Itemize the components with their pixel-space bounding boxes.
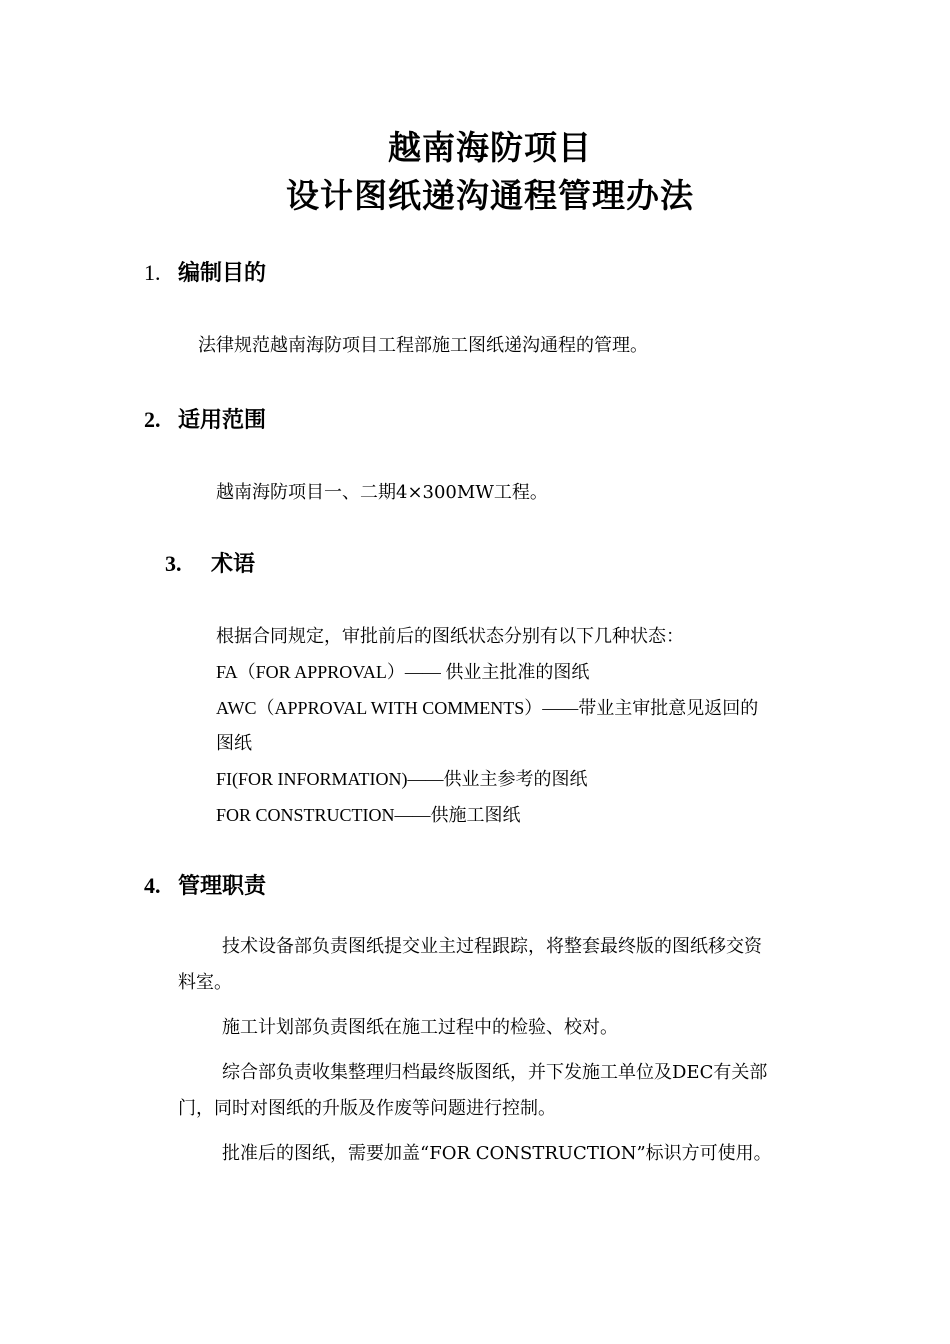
- section-4-paragraph-1: 技术设备部负责图纸提交业主过程跟踪，将整套最终版的图纸移交资: [222, 936, 762, 957]
- document-title: [0, 124, 950, 220]
- section-3-term-for-construction: FOR CONSTRUCTION——供施工图纸: [216, 805, 521, 825]
- section-3-paragraph-1: 根据合同规定，审批前后的图纸状态分别有以下几种状态：: [216, 626, 684, 647]
- title-line-2: 设计图纸递沟通程管理办法: [286, 176, 694, 215]
- section-4-paragraph-4: 批准后的图纸，需要加盖“FOR CONSTRUCTION”标识方可使用。: [222, 1143, 772, 1164]
- section-3-title: 术语: [211, 552, 256, 577]
- section-4-number: 4.: [144, 873, 161, 898]
- section-2-heading: [144, 403, 266, 434]
- title-line-1: 越南海防项目: [388, 128, 592, 167]
- section-3-number: 3.: [165, 551, 182, 576]
- section-1-heading: [144, 256, 266, 287]
- section-4-heading: [144, 869, 266, 900]
- section-2-title: 适用范围: [178, 408, 267, 433]
- section-4-paragraph-1-continued: 料室。: [178, 972, 232, 993]
- section-3-heading: [165, 547, 255, 578]
- section-2-paragraph-1: 越南海防项目一、二期4×300MW工程。: [216, 482, 548, 503]
- section-2-number: 2.: [144, 407, 161, 432]
- section-4-paragraph-3: 综合部负责收集整理归档最终版图纸，并下发施工单位及DEC有关部: [222, 1062, 768, 1083]
- section-3-term-fi: FI(FOR INFORMATION)——供业主参考的图纸: [216, 769, 588, 789]
- section-4-title: 管理职责: [178, 874, 267, 899]
- section-1-number: 1.: [144, 260, 161, 285]
- section-1-paragraph-1: 法律规范越南海防项目工程部施工图纸递沟通程的管理。: [198, 335, 648, 356]
- section-3-term-fa: FA（FOR APPROVAL）—— 供业主批准的图纸: [216, 662, 590, 682]
- section-3-term-awc: AWC（APPROVAL WITH COMMENTS）——带业主审批意见返回的: [216, 698, 759, 718]
- section-4-paragraph-2: 施工计划部负责图纸在施工过程中的检验、校对。: [222, 1017, 618, 1038]
- section-1-title: 编制目的: [178, 261, 267, 286]
- section-4-paragraph-3-continued: 门，同时对图纸的升版及作废等问题进行控制。: [178, 1098, 556, 1119]
- section-3-term-awc-continued: 图纸: [216, 733, 252, 754]
